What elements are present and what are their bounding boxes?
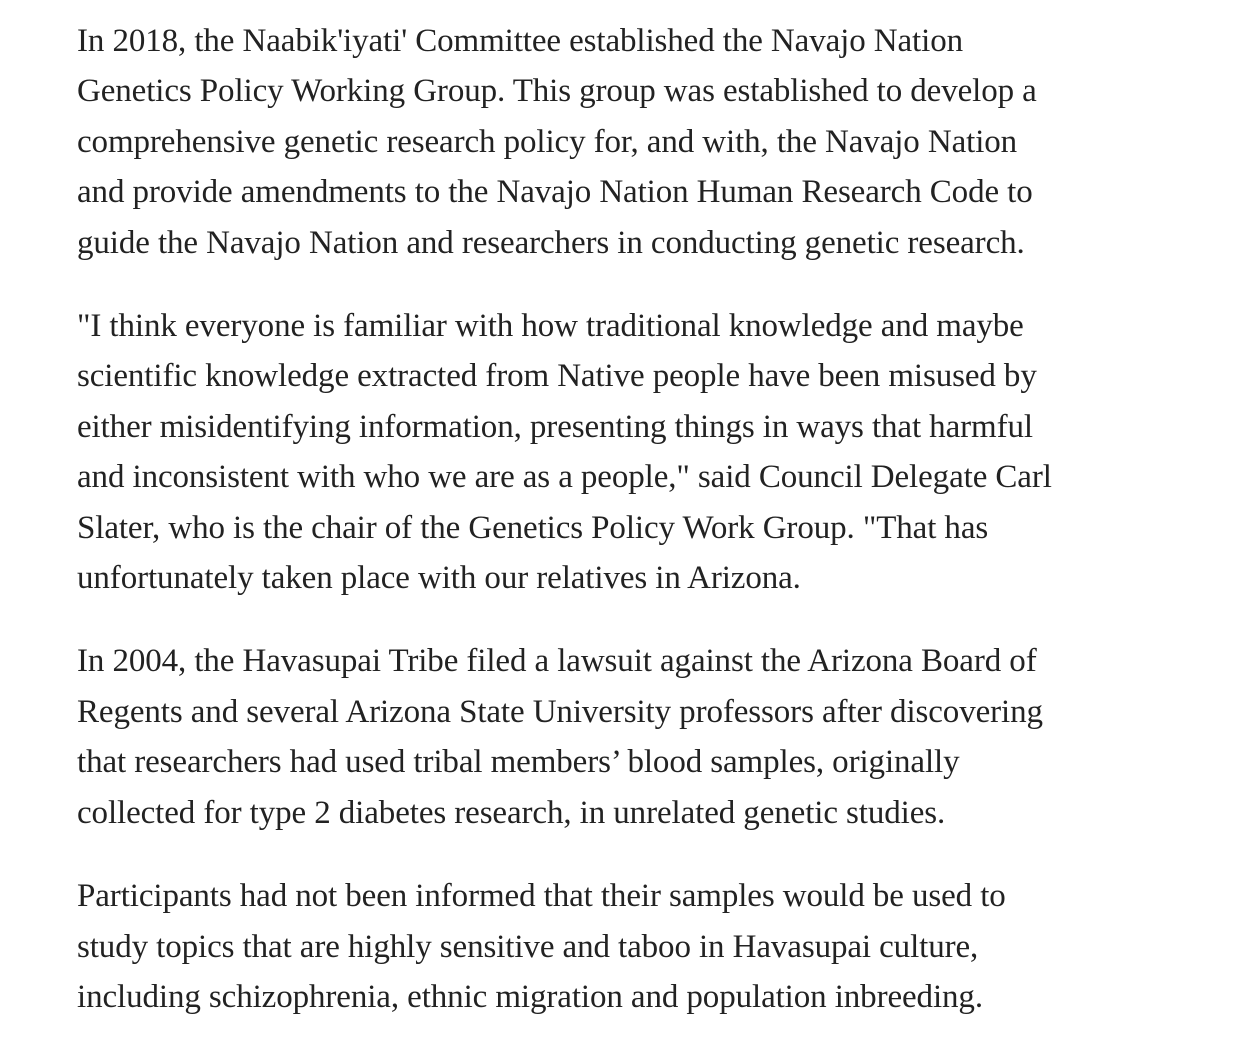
paragraph-line: scientific knowledge extracted from Native people have been misused by	[77, 358, 1037, 395]
paragraph-2	[77, 301, 1187, 603]
paragraph-line: guide the Navajo Nation and researchers in conducting genetic research.	[77, 224, 1025, 261]
paragraph-line: including schizophrenia, ethnic migration and population inbreeding.	[77, 978, 983, 1015]
paragraph-line: Genetics Policy Working Group. This group was established to develop a	[77, 73, 1037, 110]
paragraph-line: "I think everyone is familiar with how traditional knowledge and maybe	[77, 308, 1024, 345]
paragraph-line: In 2004, the Havasupai Tribe filed a lawsuit against the Arizona Board of	[77, 643, 1037, 680]
paragraph-line: In 2018, the Naabik'iyati' Committee established the Navajo Nation	[77, 23, 963, 59]
paragraph-3	[77, 636, 1187, 838]
paragraph-line: and inconsistent with who we are as a people," said Council Delegate Carl	[77, 459, 1052, 496]
paragraph-line: comprehensive genetic research policy for, and with, the Navajo Nation	[77, 123, 1018, 160]
paragraph-line: collected for type 2 diabetes research, in unrelated genetic studies.	[77, 794, 946, 831]
paragraph-line: Slater, who is the chair of the Genetics Policy Work Group. "That has	[77, 509, 989, 546]
paragraph-line: and provide amendments to the Navajo Nation Human Research Code to	[77, 174, 1033, 211]
article-body	[77, 16, 1187, 1055]
paragraph-1	[77, 16, 1187, 268]
paragraph-line: unfortunately taken place with our relatives in Arizona.	[77, 560, 801, 597]
paragraph-4	[77, 871, 1187, 1022]
paragraph-line: either misidentifying information, presenting things in ways that harmful	[77, 408, 1033, 445]
paragraph-line: that researchers had used tribal members’ blood samples, originally	[77, 744, 960, 781]
paragraph-line: Regents and several Arizona State University professors after discovering	[77, 693, 1043, 730]
paragraph-line: study topics that are highly sensitive and taboo in Havasupai culture,	[77, 928, 979, 965]
paragraph-line: Participants had not been informed that their samples would be used to	[77, 878, 1006, 915]
